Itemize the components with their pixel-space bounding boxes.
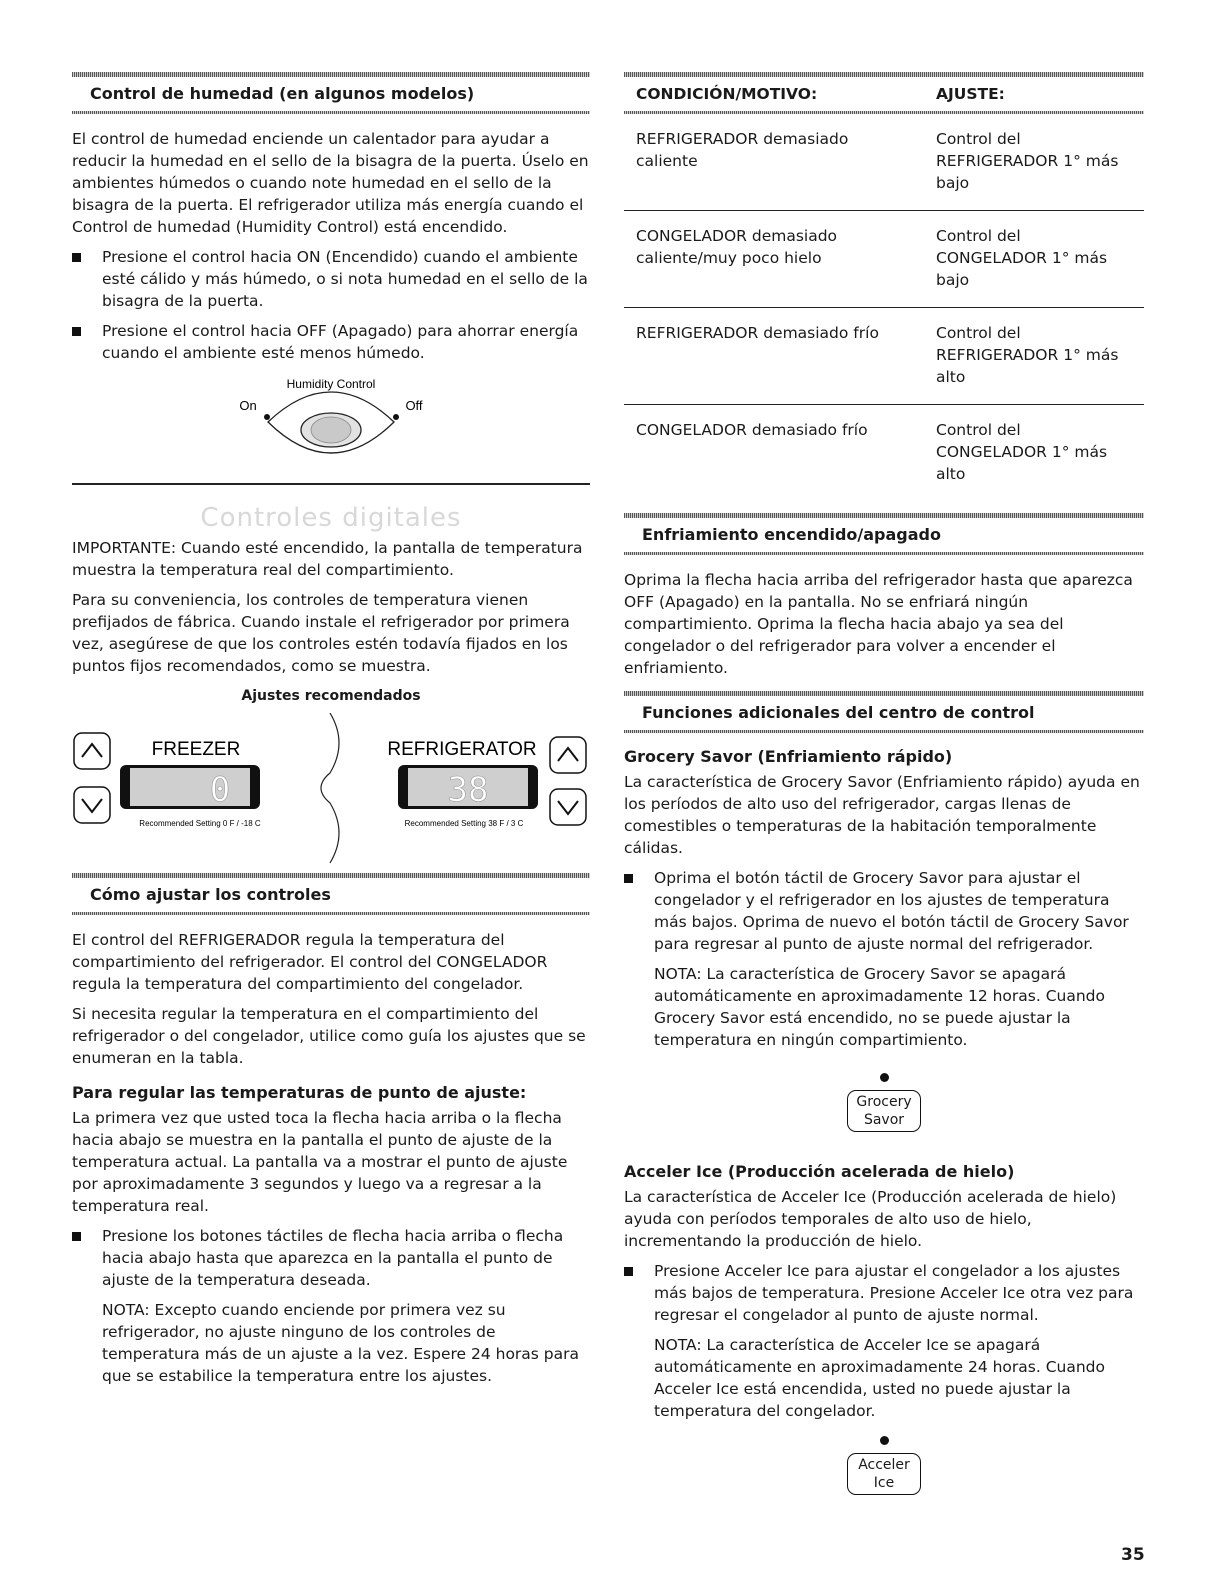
table-row <box>624 211 1144 308</box>
section-rule <box>624 730 1144 733</box>
grocery-p1: La característica de Grocery Savor (Enfriamiento rápido) ayuda en los períodos de alto uso del refrigerador, cargas llenas de comestibles o temperaturas de la habitación temporalmente cálidas. <box>624 773 1140 857</box>
ice-title: Acceler Ice (Producción acelerada de hielo) <box>624 1162 1015 1181</box>
table-row <box>624 405 1144 502</box>
section-rule <box>72 873 590 878</box>
acceler-ice-button[interactable] <box>847 1453 921 1495</box>
humidity-figure-title: Humidity Control <box>286 377 376 391</box>
table-header-adjust: AJUSTE: <box>936 85 1005 103</box>
cooling-heading: Enfriamiento encendido/apagado <box>642 525 941 544</box>
indicator-dot <box>880 1436 889 1445</box>
ice-btn-line1: Acceler <box>858 1457 910 1473</box>
humidity-on-label: On <box>239 398 257 413</box>
extra-functions-heading: Funciones adicionales del centro de control <box>642 703 1035 722</box>
off-dot <box>393 414 399 420</box>
freezer-down-button[interactable] <box>74 787 110 823</box>
condition-table <box>624 77 1144 501</box>
digital-controls-heading: Controles digitales <box>200 502 462 533</box>
adjust-heading: Cómo ajustar los controles <box>90 884 331 904</box>
table-cell-condition: REFRIGERADOR demasiado frío <box>624 308 924 405</box>
table-cell-condition: CONGELADOR demasiado frío <box>636 421 868 439</box>
table-row <box>624 308 1144 405</box>
cooling-p1: Oprima la flecha hacia arriba del refrigerador hasta que aparezca OFF (Apagado) en la pantalla. No se enfriará ningún compartimiento. Oprima la flecha hacia abajo ya sea del congelador o del refrigerador para volver a encender el enfriamiento. <box>624 571 1133 677</box>
grocery-btn-line1: Grocery <box>856 1094 912 1110</box>
control-panel-diagram <box>72 713 590 873</box>
control-panel-figure <box>72 713 590 873</box>
adjust-note: NOTA: Excepto cuando enciende por primera vez su refrigerador, no ajuste ninguno de los controles de temperatura más de un ajuste a la vez. Espere 24 horas para que se estabilice la temperatura entre los ajustes. <box>102 1300 580 1385</box>
humidity-control-figure <box>72 372 590 467</box>
refrigerator-recommended: Recommended Setting 38 F / 3 C <box>404 818 524 828</box>
table-row <box>624 114 1144 211</box>
section-rule <box>624 691 1144 696</box>
adjust-p2: Si necesita regular la temperatura en el compartimiento del refrigerador o del congelador, utilice como guía los ajustes que se enumeran en la tabla. <box>72 1004 586 1067</box>
refrigerator-up-button[interactable] <box>550 737 586 773</box>
grocery-btn-line2: Savor <box>863 1112 905 1128</box>
grocery-bullet: Oprima el botón táctil de Grocery Savor para ajustar el congelador y el refrigerador en los ajustes de temperatura más bajos. Oprima de nuevo el botón táctil de Grocery Savor para regresar al punto de ajuste normal del refrigerador. <box>624 867 1144 955</box>
grocery-note: NOTA: La característica de Grocery Savor se apagará automáticamente en aproximadamente 12 horas. Cuando Grocery Savor está encendido, no se puede ajustar la temperatura en ningún compartimiento. <box>654 965 1106 1049</box>
table-cell-adjust: Control del CONGELADOR 1° más alto <box>936 421 1108 483</box>
grocery-savor-figure <box>624 1073 1144 1132</box>
freezer-label: FREEZER <box>151 738 241 760</box>
recommended-caption: Ajustes recomendados <box>241 687 421 704</box>
humidity-bullet-on: Presione el control hacia ON (Encendido) cuando el ambiente esté cálido y más húmedo, o si nota humedad en el sello de la bisagra de la puerta. <box>72 246 590 312</box>
table-cell-condition: CONGELADOR demasiado caliente/muy poco hielo <box>624 211 924 308</box>
humidity-off-label: Off <box>405 398 423 413</box>
on-dot <box>264 414 270 420</box>
ice-note: NOTA: La característica de Acceler Ice se apagará automáticamente en aproximadamente 24 horas. Cuando Acceler Ice está encendida, usted no puede ajustar la temperatura del congelador. <box>654 1336 1106 1420</box>
refrigerator-label: REFRIGERATOR <box>387 738 537 760</box>
freezer-recommended: Recommended Setting 0 F / -18 C <box>139 818 261 828</box>
ice-btn-line2: Ice <box>873 1475 895 1491</box>
indicator-dot <box>880 1073 889 1082</box>
freezer-up-button[interactable] <box>74 733 110 769</box>
freezer-display-value: 0 <box>209 769 231 810</box>
humidity-control-diagram <box>72 372 590 467</box>
grocery-savor-button[interactable] <box>847 1090 921 1132</box>
adjust-p3: La primera vez que usted toca la flecha hacia arriba o la flecha hacia abajo se muestra en la pantalla el punto de ajuste de la temperatura actual. La pantalla va a mostrar el punto de ajuste por aproximadamente 3 segundos y luego va a regresar a la temperatura real. <box>72 1108 568 1215</box>
table-cell-adjust: Control del CONGELADOR 1° más bajo <box>924 211 1144 308</box>
digital-p2: Para su conveniencia, los controles de temperatura vienen prefijados de fábrica. Cuando instale el refrigerador por primera vez, asegúrese de que los controles estén todavía fijados en los puntos fijos recomendados, como se muestra. <box>72 590 570 675</box>
section-rule <box>624 513 1144 518</box>
table-cell-condition: REFRIGERADOR demasiado caliente <box>624 114 924 211</box>
adjust-bullet: Presione los botones táctiles de flecha hacia arriba o flecha hacia abajo hasta que aparezca en la pantalla el punto de ajuste de la temperatura deseada. <box>72 1225 590 1291</box>
acceler-ice-figure <box>624 1436 1144 1495</box>
grocery-title: Grocery Savor (Enfriamiento rápido) <box>624 747 953 766</box>
table-cell-adjust: Control del REFRIGERADOR 1° más bajo <box>924 114 1144 211</box>
table-cell-adjust: Control del REFRIGERADOR 1° más alto <box>924 308 1144 405</box>
refrigerator-display-value: 38 <box>447 769 489 810</box>
adjust-p1: El control del REFRIGERADOR regula la temperatura del compartimiento del refrigerador. El control del CONGELADOR regula la temperatura del compartimiento del congelador. <box>72 930 548 993</box>
humidity-intro: El control de humedad enciende un calentador para ayudar a reducir la humedad en el sello de la bisagra de la puerta. Úselo en ambientes húmedos o cuando note humedad en el sello de la bisagra de la puerta. El refrigerador utiliza más energía cuando el Control de humedad (Humidity Control) está encendido. <box>72 130 589 236</box>
ice-bullet: Presione Acceler Ice para ajustar el congelador a los ajustes más bajos de temperatura. Presione Acceler Ice otra vez para regresar el congelador al punto de ajuste normal. <box>624 1260 1144 1326</box>
table-header-condition: CONDICIÓN/MOTIVO: <box>636 85 818 103</box>
refrigerator-down-button[interactable] <box>550 789 586 825</box>
ice-p1: La característica de Acceler Ice (Producción acelerada de hielo) ayuda con períodos temporales de alto uso de hielo, incrementando la producción de hielo. <box>624 1188 1117 1250</box>
digital-p1: IMPORTANTE: Cuando esté encendido, la pantalla de temperatura muestra la temperatura real del compartimiento. <box>72 538 583 579</box>
page-number: 35 <box>1121 1545 1145 1565</box>
section-rule <box>72 72 590 77</box>
divider <box>72 483 590 485</box>
humidity-heading: Control de humedad (en algunos modelos) <box>90 84 475 103</box>
left-column <box>72 72 590 1395</box>
humidity-bullet-off: Presione el control hacia OFF (Apagado) para ahorrar energía cuando el ambiente esté menos húmedo. <box>72 320 590 364</box>
right-column <box>624 72 1144 1503</box>
setpoint-subheading: Para regular las temperaturas de punto de ajuste: <box>72 1082 527 1102</box>
